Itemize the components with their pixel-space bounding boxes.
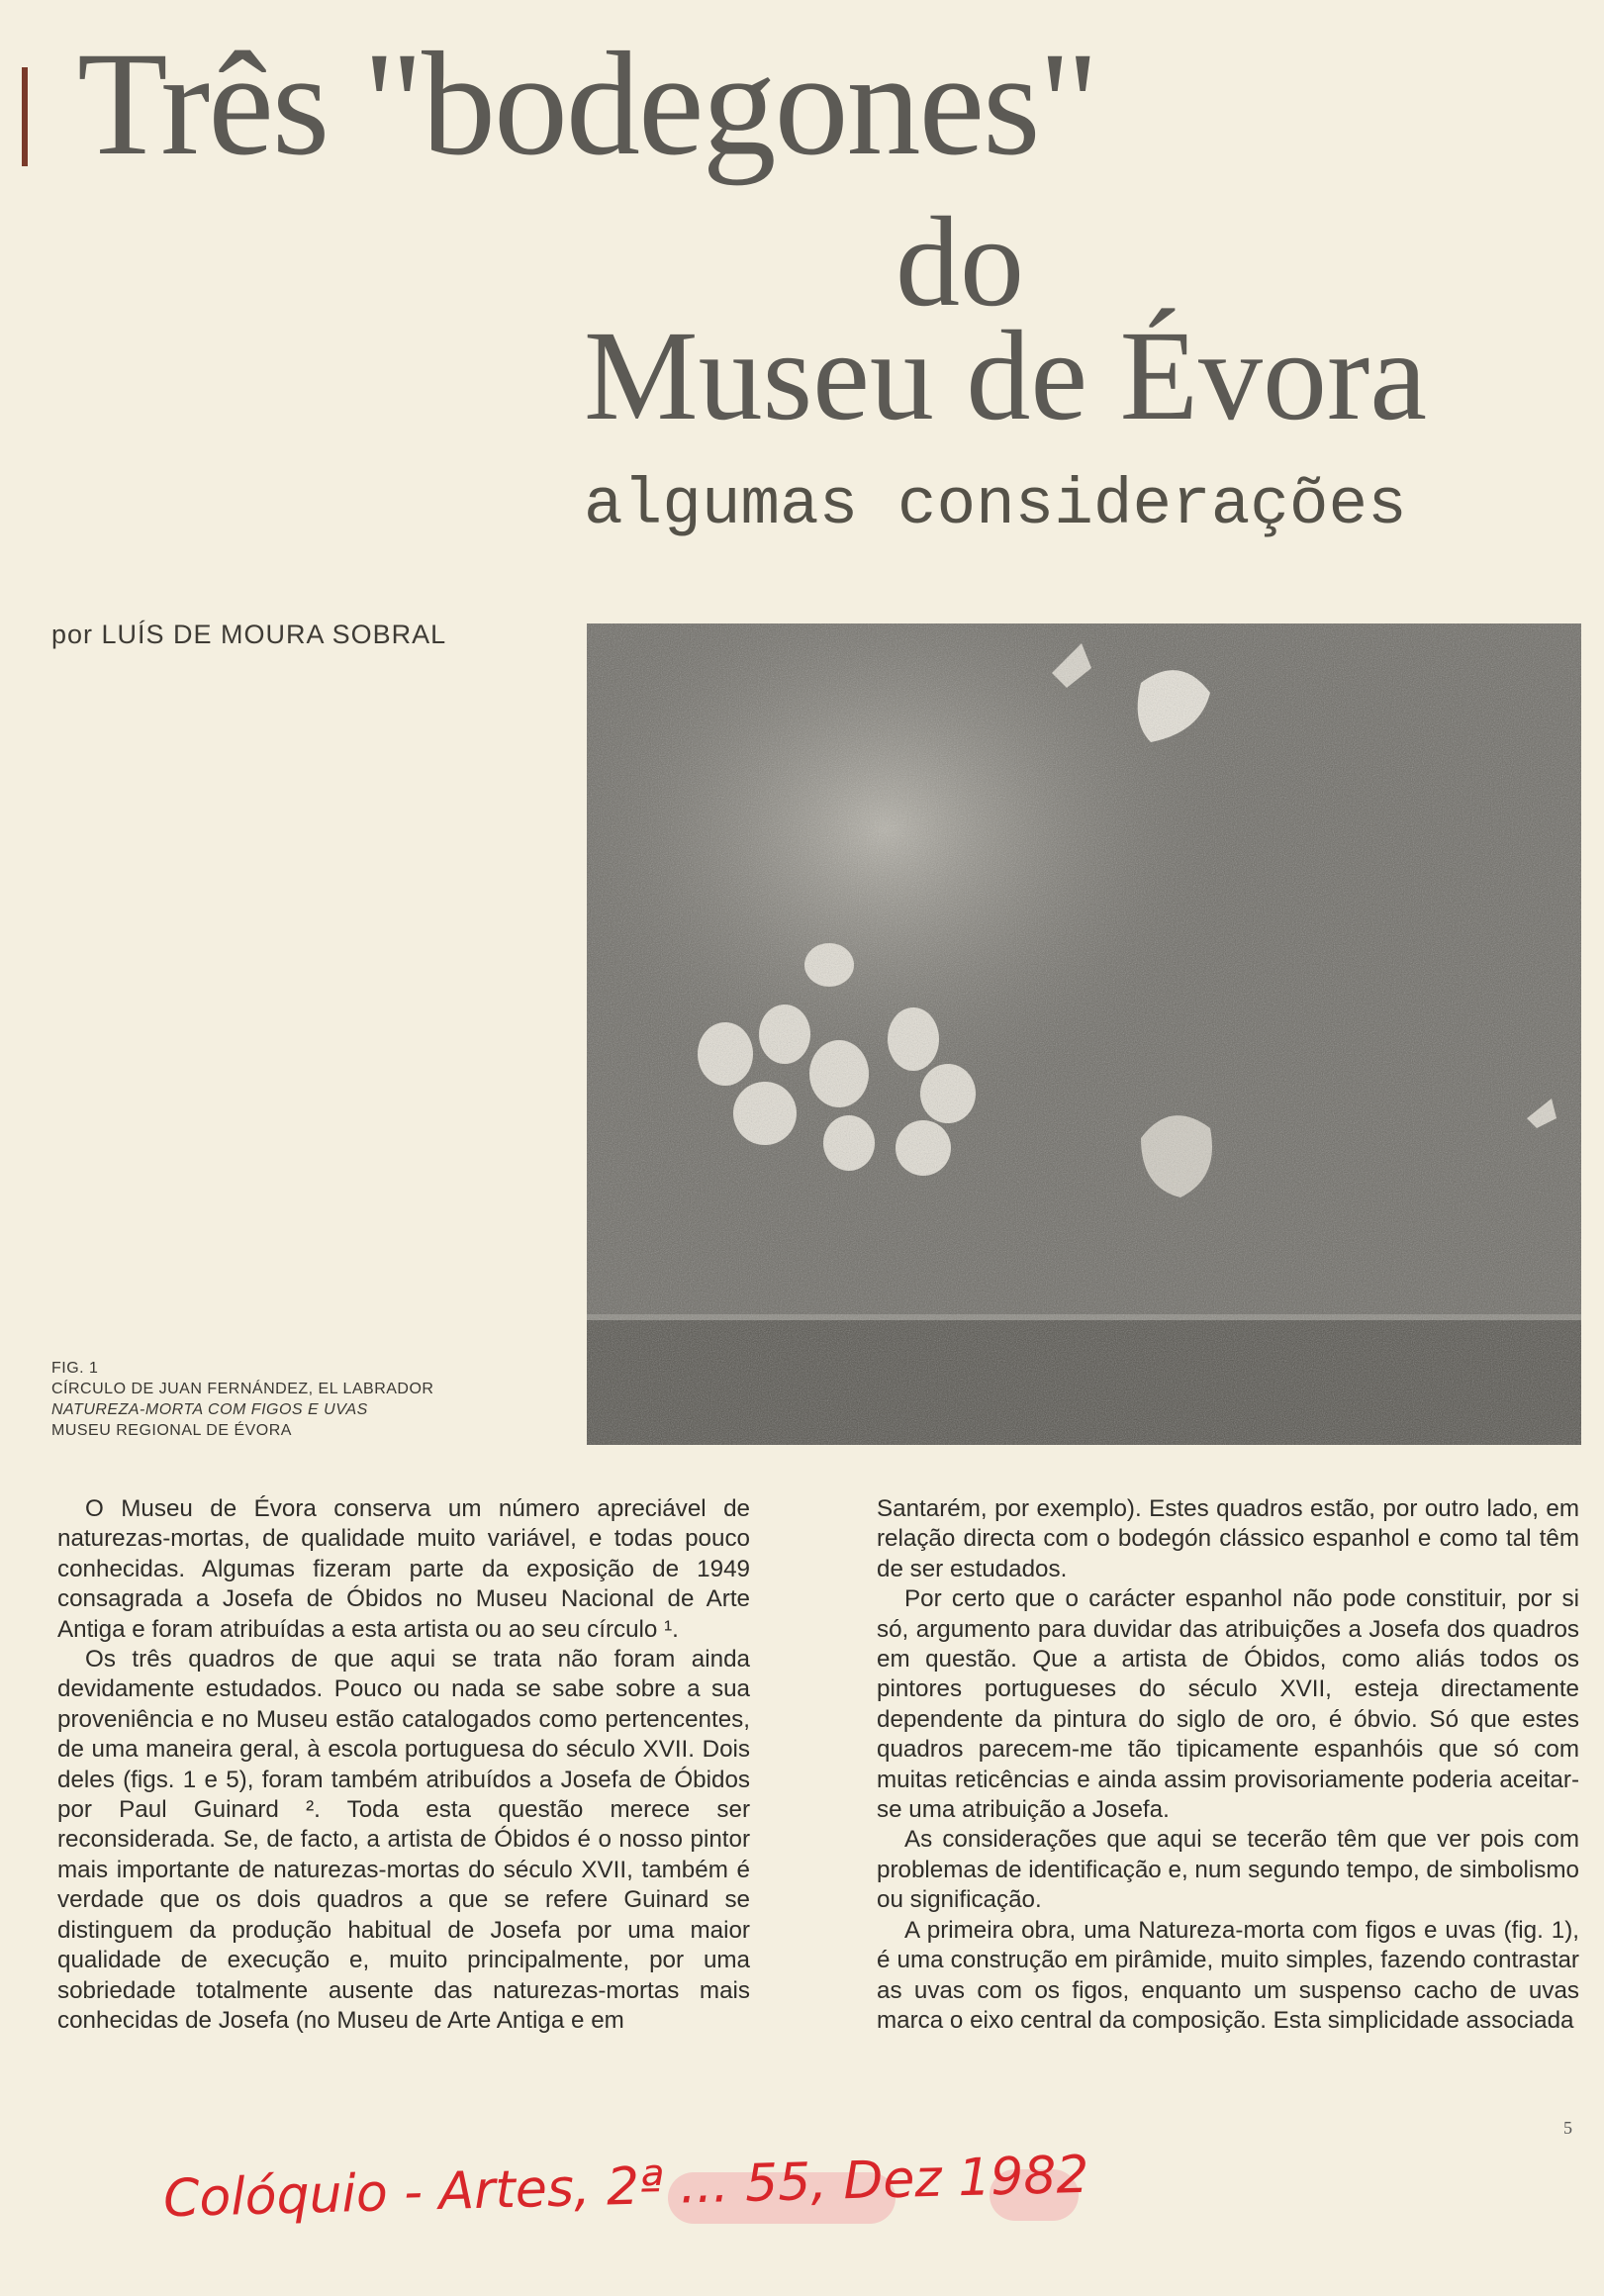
subtitle: algumas considerações [584, 468, 1407, 542]
caption-label: FIG. 1 [51, 1360, 99, 1377]
page-number: 5 [1563, 2118, 1572, 2138]
paragraph: Santarém, por exemplo). Estes quadros estão, por outro lado, em relação directa com o bodegón clássico espanhol e como tal têm de ser estudados. [877, 1495, 1579, 1582]
title-line-2: do [896, 191, 1024, 334]
paragraph: O Museu de Évora conserva um número apreciável de naturezas-mortas, de qualidade muito variável, e todas pouco conhecidas. Algumas fizeram parte da exposição de 1949 consagrada a Josefa de Óbidos no Museu Nacional de Arte Antiga e foram atribuídas a esta artista ou ao seu círculo ¹. [57, 1495, 750, 1643]
caption-title: NATUREZA-MORTA COM FIGOS E UVAS [51, 1401, 368, 1418]
title-line-3: Museu de Évora [584, 305, 1427, 447]
paragraph: A primeira obra, uma Natureza-morta com figos e uvas (fig. 1), é uma construção em pirâmide, muito simples, fazendo contrastar as uvas com os figos, enquanto um suspenso cacho de uvas marca o eixo central da composição. Esta simplicidade associada [877, 1916, 1579, 2034]
paragraph: Por certo que o carácter espanhol não pode constituir, por si só, argumento para duvidar das atribuições a Josefa dos quadros em questão. Que a artista de Óbidos, como aliás todos os pintores portugueses do século XVII, esteja directamente dependente da pintura do siglo de oro, é óbvio. Só que estes quadros parecem-me tão tipicamente espanhóis que só com muitas reticências e ainda assim provisoriamente poderia aceitar-se uma atribuição a Josefa. [877, 1585, 1579, 1824]
painting-image [587, 623, 1581, 1445]
byline: por LUÍS DE MOURA SOBRAL [51, 620, 447, 649]
caption-location: MUSEU REGIONAL DE ÉVORA [51, 1422, 292, 1439]
paragraph: Os três quadros de que aqui se trata não foram ainda devidamente estudados. Pouco ou nada se sabe sobre a sua proveniência e no Museu estão catalogados como pertencentes, de uma maneira geral, à escola portuguesa do século XVII. Dois deles (figs. 1 e 5), foram também atribuídos a Josefa de Óbidos por Paul Guinard ². Toda esta questão merece ser reconsiderada. Se, de facto, a artista de Óbidos é o nosso pintor mais importante de naturezas-mortas do século XVII, também é verdade que os dois quadros a que se refere Guinard se distinguem da produção habitual de Josefa por uma maior qualidade de execução e, muito principalmente, por uma sobriedade totalmente ausente das naturezas-mortas mais conhecidas de Josefa (no Museu de Arte Antiga e em [57, 1646, 750, 2034]
caption-author: CÍRCULO DE JUAN FERNÁNDEZ, EL LABRADOR [51, 1381, 434, 1397]
page-edge-mark [22, 67, 28, 166]
body-column-right [877, 1494, 1579, 2036]
figure-caption [51, 1358, 566, 1441]
still-life-painting-figure [587, 623, 1581, 1445]
paragraph: As considerações que aqui se tecerão têm que ver pois com problemas de identificação e, num segundo tempo, de simbolismo ou significação. [877, 1826, 1579, 1914]
body-column-left [57, 1494, 750, 2036]
title-line-1: Três "bodegones" [77, 22, 1097, 186]
handwritten-note: Colóquio - Artes, 2ª ... 55, Dez 1982 [162, 2145, 1090, 2230]
